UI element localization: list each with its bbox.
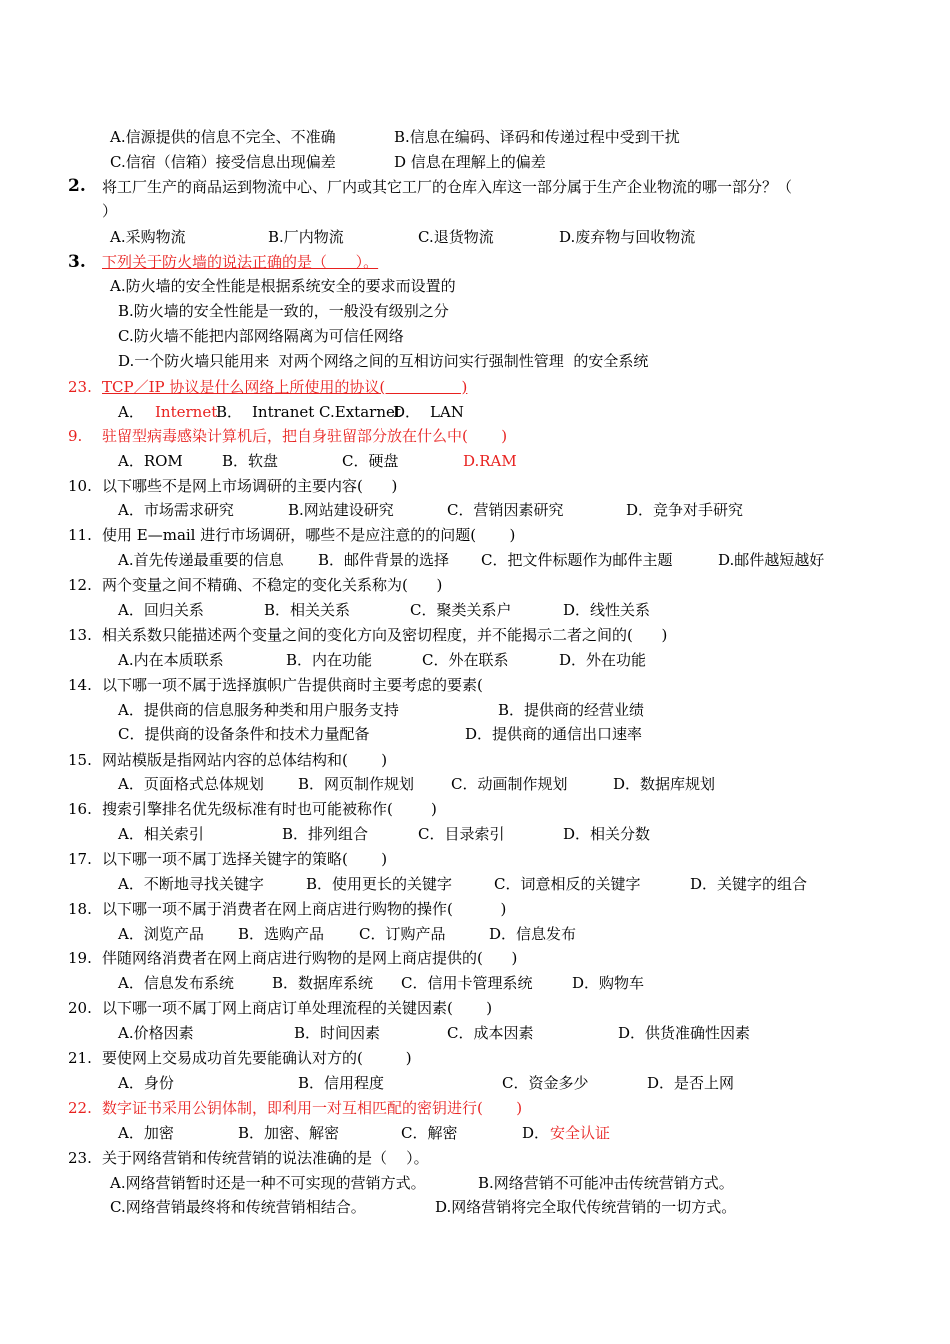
option-b: B.厂内物流 <box>268 228 344 246</box>
option-a: A．浏览产品 <box>118 925 204 943</box>
question-stem: 以下哪一项不属于消费者在网上商店进行购物的操作( ) <box>102 900 507 918</box>
option-d-answer: D.RAM <box>463 452 517 470</box>
option-b: B．信用程度 <box>298 1074 385 1092</box>
option-b: B.网站建设研究 <box>288 501 394 519</box>
question-number: 12. <box>68 576 92 594</box>
question-stem: 使用 E—mail 进行市场调研，哪些不是应注意的的问题( ) <box>102 526 516 544</box>
option-d: D．相关分数 <box>563 825 651 843</box>
option-c: C．硬盘 <box>342 452 399 470</box>
option-a: A．回归关系 <box>118 601 204 619</box>
option-b: B.防火墙的安全性能是一致的，一般没有级别之分 <box>118 302 449 320</box>
option-c: C．聚类关系户 <box>410 601 512 619</box>
question-number: 22. <box>68 1099 92 1117</box>
question-stem: 将工厂生产的商品运到物流中心、厂内或其它工厂的仓库入库这一部分属于生产企业物流的哪一部分？（ <box>102 178 793 196</box>
option-d-label: D． <box>522 1124 550 1142</box>
option-d: D.废弃物与回收物流 <box>559 228 696 246</box>
option-a: A．信息发布系统 <box>118 974 234 992</box>
question-stem: 以下哪一项不属于选择旗帜广告提供商时主要考虑的要素( <box>102 676 483 694</box>
question-stem: 以下哪一项不属丁选择关键字的策略( ) <box>102 850 388 868</box>
question-number: 2. <box>68 176 86 196</box>
option-a: A．相关索引 <box>118 825 204 843</box>
option-d-answer: 安全认证 <box>550 1124 611 1142</box>
option-a: A．提供商的信息服务种类和用户服务支持 <box>118 701 399 719</box>
option-a: A．ROM <box>118 452 183 470</box>
option-b: B.信息在编码、译码和传递过程中受到干扰 <box>394 128 680 146</box>
option-b: B．选购产品 <box>238 925 325 943</box>
question-number: 23. <box>68 378 92 396</box>
option-d: D．关键字的组合 <box>690 875 808 893</box>
question-number: 16. <box>68 800 92 818</box>
option-b: B．邮件背景的选择 <box>318 551 450 569</box>
question-number: 10. <box>68 477 92 495</box>
option-d: D．提供商的通信出口速率 <box>465 725 643 743</box>
option-c: C.防火墙不能把内部网络隔离为可信任网络 <box>118 327 404 345</box>
question-stem: 以下哪一项不属丁网上商店订单处理流程的关键因素( ) <box>102 999 493 1017</box>
question-number: 14. <box>68 676 92 694</box>
question-number: 3. <box>68 252 86 272</box>
option-c: C．信用卡管理系统 <box>401 974 533 992</box>
option-d: D.一个防火墙只能用来 对两个网络之间的互相访问实行强制性管理 的安全系统 <box>118 352 649 370</box>
option-d-text: LAN <box>430 403 464 421</box>
question-stem-highlighted: 下列关于防火墙的说法正确的是（ ）。 <box>102 253 379 271</box>
question-stem-highlighted: TCP／IP 协议是什么网络上所使用的协议( ) <box>102 378 468 396</box>
question-stem-highlighted: 驻留型病毒感染计算机后，把自身驻留部分放在什么中( ) <box>102 427 508 445</box>
option-b: B．时间因素 <box>294 1024 381 1042</box>
option-b: B．使用更长的关键字 <box>306 875 453 893</box>
option-b: B．相关关系 <box>264 601 351 619</box>
option-b-text: Intranet C.Extarnet <box>252 403 401 421</box>
option-b-label: B． <box>216 403 243 421</box>
option-c: C．目录索引 <box>418 825 505 843</box>
option-b: B．数据库系统 <box>272 974 374 992</box>
option-c: C．成本因素 <box>447 1024 534 1042</box>
question-number: 17. <box>68 850 92 868</box>
option-d: D．供货准确性因素 <box>618 1024 751 1042</box>
option-a-answer: Internet <box>155 403 218 421</box>
question-stem: 两个变量之间不精确、不稳定的变化关系称为( ) <box>102 576 443 594</box>
option-d: D．线性关系 <box>563 601 651 619</box>
option-a-label: A． <box>118 403 144 421</box>
option-b: B．排列组合 <box>282 825 369 843</box>
question-stem-highlighted: 数字证书采用公钥体制，即利用一对互相匹配的密钥进行( ) <box>102 1099 523 1117</box>
option-a: A．不断地寻找关键字 <box>118 875 264 893</box>
option-d-label: D． <box>393 403 421 421</box>
option-d: D．竞争对手研究 <box>626 501 744 519</box>
option-d: D.邮件越短越好 <box>718 551 825 569</box>
option-a: A.采购物流 <box>110 228 186 246</box>
option-a: A．身份 <box>118 1074 174 1092</box>
question-stem: 以下哪些不是网上市场调研的主要内容( ) <box>102 477 398 495</box>
question-number: 21. <box>68 1049 92 1067</box>
question-number: 19. <box>68 949 92 967</box>
question-stem-continued: ） <box>102 202 118 220</box>
question-number: 18. <box>68 900 92 918</box>
option-a: A.首先传递最重要的信息 <box>118 551 284 569</box>
option-a: A．市场需求研究 <box>118 501 234 519</box>
option-b: B.网络营销不可能冲击传统营销方式。 <box>478 1174 734 1192</box>
question-number: 13. <box>68 626 92 644</box>
option-c: C．动画制作规划 <box>451 775 568 793</box>
option-c: C.信宿（信箱）接受信息出现偏差 <box>110 153 336 171</box>
option-d: D 信息在理解上的偏差 <box>394 153 546 171</box>
option-c: C．资金多少 <box>502 1074 589 1092</box>
option-c: C．营销因素研究 <box>447 501 564 519</box>
question-stem: 伴随网络消费者在网上商店进行购物的是网上商店提供的( ) <box>102 949 518 967</box>
option-a: A.内在本质联系 <box>118 651 224 669</box>
option-c: C.网络营销最终将和传统营销相结合。 <box>110 1198 366 1216</box>
question-number: 9. <box>68 427 83 445</box>
option-c: C.退货物流 <box>418 228 494 246</box>
option-c: C．词意相反的关键字 <box>494 875 641 893</box>
option-d: D．信息发布 <box>489 925 577 943</box>
question-stem: 关于网络营销和传统营销的说法准确的是（ ）。 <box>102 1149 429 1167</box>
option-d: D.网络营销将完全取代传统营销的一切方式。 <box>435 1198 737 1216</box>
option-b: B．提供商的经营业绩 <box>498 701 645 719</box>
option-a: A．页面格式总体规划 <box>118 775 264 793</box>
option-d: D．购物车 <box>572 974 645 992</box>
option-c: C．把文件标题作为邮件主题 <box>481 551 673 569</box>
option-b: B．网页制作规划 <box>298 775 415 793</box>
option-a: A.信源提供的信息不完全、不准确 <box>110 128 336 146</box>
option-a: A.防火墙的安全性能是根据系统安全的要求而设置的 <box>110 277 456 295</box>
question-number: 15. <box>68 751 92 769</box>
option-c: C．提供商的设备条件和技术力量配备 <box>118 725 370 743</box>
question-number: 23. <box>68 1149 92 1167</box>
option-c: C．外在联系 <box>422 651 509 669</box>
question-stem: 网站模版是指网站内容的总体结构和( ) <box>102 751 388 769</box>
option-d: D．数据库规划 <box>613 775 716 793</box>
option-a: A.价格因素 <box>118 1024 194 1042</box>
option-b: B．内在功能 <box>286 651 373 669</box>
option-d: D．外在功能 <box>559 651 647 669</box>
question-stem: 搜索引擎排名优先级标准有时也可能被称作( ) <box>102 800 437 818</box>
option-b: B．软盘 <box>222 452 279 470</box>
option-d: D．是否上网 <box>647 1074 735 1092</box>
question-number: 11. <box>68 526 92 544</box>
question-number: 20. <box>68 999 92 1017</box>
option-a: A．加密 <box>118 1124 174 1142</box>
question-stem: 要使网上交易成功首先要能确认对方的( ) <box>102 1049 412 1067</box>
option-a: A.网络营销暂时还是一种不可实现的营销方式。 <box>110 1174 426 1192</box>
option-b: B．加密、解密 <box>238 1124 340 1142</box>
question-stem: 相关系数只能描述两个变量之间的变化方向及密切程度，并不能揭示二者之间的( ) <box>102 626 668 644</box>
option-c: C．订购产品 <box>359 925 446 943</box>
option-c: C．解密 <box>401 1124 458 1142</box>
